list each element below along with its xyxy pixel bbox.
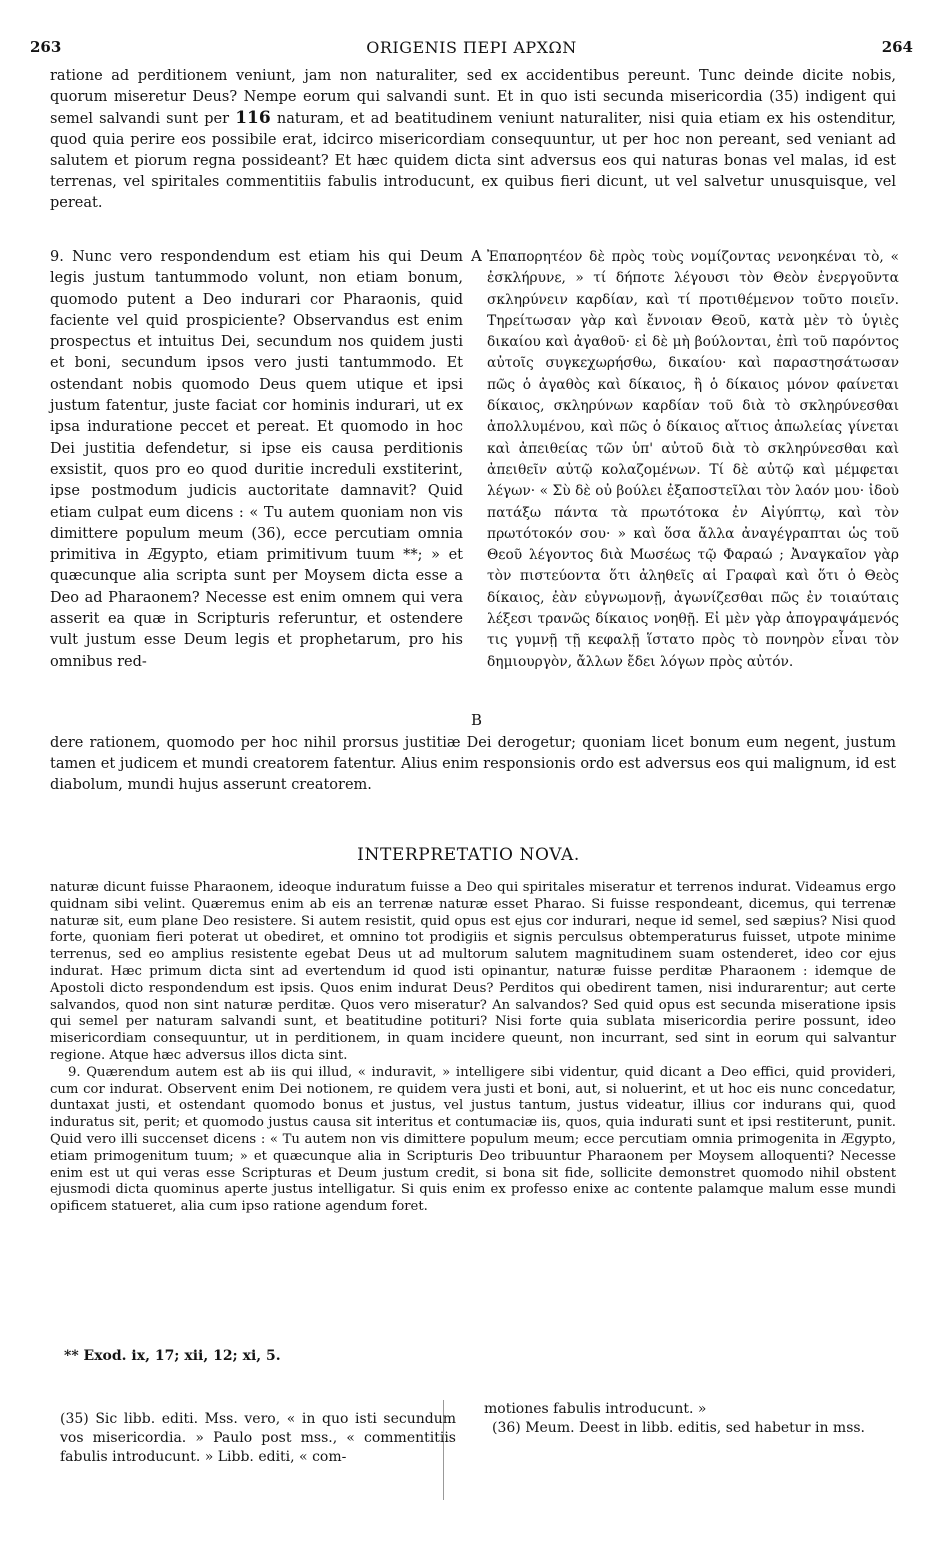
- section-marker-a: A: [471, 247, 482, 265]
- footnote-35-continued: motiones fabulis introducunt. »: [484, 1401, 707, 1417]
- running-title: ORIGENIS ΠΕΡΙ ΑΡΧΩΝ: [366, 38, 577, 57]
- latin-column-text: 9. Nunc vero respondendum est etiam his qui Deum legis justum tantummodo volunt, non etiam bonum, quomodo putent a Deo indurari cor Pharaonis, quid faciente vel quid prospiciente? Observandus est enim prospectus et intuitus Dei, secundum nos quidem justi et boni, secundum ipsos vero justi tantummodo. Et ostendant nobis quomodo Deus quem utique et ipsi justum fatentur, juste faciat cor hominis indurari, ut ex ipsa induratione peccet et pereat. Et quomodo in hoc Dei justitia defendetur, si ipse eis causa perditionis exsistit, quos pro eo quod duritie increduli exstiterint, ipse postmodum judicis auctoritate damnavit? Quid etiam culpat eum dicens : « Tu autem quoniam non vis dimittere populum meum (36), ecce percutiam omnia primitiva in Ægypto, etiam primitivum tuum **; » et quæcunque alia scripta sunt per Moysem dicta esse a Deo ad Pharaonem? Necesse est enim omnem qui vera asserit ea quæ in Scripturis referuntur, et ostendere vult justum esse Deum legis et prophetarum, pro his omnibus red-: [50, 249, 463, 670]
- greek-column-text: Ἐπαπορητέον δὲ πρὸς τοὺς νομίζοντας νενοηκέναι τὸ, « ἐσκλήρυνε, » τί δήποτε λέγουσι τὸν Θεὸν ἐνεργοῦντα σκληρύνειν καρδίαν, καὶ τί προτιθέμενον τοῦτο ποιεῖν. Τηρείτωσαν γὰρ καὶ ἔννοιαν Θεοῦ, κατὰ μὲν τὸ ὑγιὲς δικαίου καὶ ἀγαθοῦ· εἰ δὲ μὴ βούλονται, ἐπὶ τοῦ παρόντος αὐτοῖς συγκεχωρήσθω, δικαίου· καὶ παραστησάτωσαν πῶς ὁ ἀγαθὸς καὶ δίκαιος, ἢ ὁ δίκαιος μόνον φαίνεται δίκαιος, σκληρύνων καρδίαν τοῦ διὰ τὸ σκληρύνεσθαι ἀπολλυμένου, καὶ πῶς ὁ δίκαιος αἴτιος ἀπωλείας γίνεται καὶ ἀπειθείας τῶν ὑπ' αὐτοῦ διὰ τὸ σκληρύνεσθαι καὶ ἀπειθεῖν αὐτῷ κολαζομένων. Τί δὲ αὐτῷ καὶ μέμφεται λέγων· « Σὺ δὲ οὐ βούλει ἐξαποστεῖλαι τὸν λαόν μου· ἰδοὺ πατάξω πάντα τὰ πρωτότοκα ἐν Αἰγύπτῳ, καὶ τὸν πρωτότοκόν σου· » καὶ ὅσα ἄλλα ἀναγέγραπται ὡς τοῦ Θεοῦ λέγοντος διὰ Μωσέως τῷ Φαραώ ; Ἀναγκαῖον γὰρ τὸν πιστεύοντα ὅτι ἀληθεῖς αἱ Γραφαὶ καὶ ὅτι ὁ Θεὸς δίκαιος, ἐὰν εὐγνωμονῇ, ἀγωνίζεσθαι πῶς ἐν τοιαύταις λέξεσι τρανῶς δίκαιος νοηθῇ. Εἰ μὲν γὰρ ἀπογραψάμενός τις γυμνῇ τῇ κεφαλῇ ἵστατο πρὸς τὸ πονηρὸν εἶναι τὸν δημιουργὸν, ἄλλων ἔδει λόγων πρὸς αὐτόν.: [487, 249, 899, 670]
- page-number-right: 264: [881, 38, 913, 56]
- latin-column: [50, 247, 463, 673]
- continuation-text: dere rationem, quomodo per hoc nihil prorsus justitiæ Dei derogetur; quoniam licet bonum eum negent, justum tamen et judicem et mundi creatorem fatentur. Alius enim responsionis ordo est adversus eos qui malignum, id est diabolum, mundi hujus asserunt creatorem.: [50, 735, 896, 793]
- footnote-36: (36) Meum. Deest in libb. editis, sed habetur in mss.: [492, 1420, 866, 1436]
- interpretatio-paragraph-2: 9. Quærendum autem est ab iis qui illud, « induravit, » intelligere sibi videntur, quid dicant a Deo effici, quid provideri, cum cor indurat. Observent enim Dei notionem, re quidem vera justi et boni, aut, si noluerint, et ut hoc eis nunc concedatur, duntaxat justi, et ostendant quomodo bonus et justus, vel justus tantum, justus videatur, illius cor indurans qui, quod induratus sit, perit; et quomodo justus causa sit interitus et contumaciæ iis, quos, quia indurati sunt et ipsi restiterunt, punit. Quid vero illi succenset dicens : « Tu autem non vis dimittere populum meum; ecce percutiam omnia primogenita in Ægypto, etiam primogenitum tuum; » et quæcunque alia in Scripturis Deo tribuuntur Pharaonem per Moysem alloquenti? Necesse enim est ut qui veras esse Scripturas et Deum justum credit, si bona sit fide, sollicite demonstret quomodo nihil obstent ejusmodi dicta quominus aperte justus intelligatur. Si quis enim ex professo enixe ac contente palamque malum esse mundi opificem statueret, alia cum ipso ratione agendum foret.: [50, 1064, 896, 1215]
- footnote-column-left: [60, 1410, 456, 1467]
- page-number-left: 263: [30, 38, 62, 56]
- column-number-marker: 116: [235, 108, 271, 128]
- top-paragraph-text-a: ratione ad perditionem veniunt, jam non naturaliter, sed ex accidentibus pereunt. Tunc deinde dicite nobis, quorum miseretur Deus? Nempe eorum qui salvandi sunt. Et in quo isti secunda misericordia (35) indigent qui semel salvandi sunt per: [50, 68, 896, 127]
- footnote-35: (35) Sic libb. editi. Mss. vero, « in quo isti secundum vos misericordia. » Paulo post mss., « commentitiis fabulis introducunt. » Libb. editi, « com-: [60, 1411, 456, 1465]
- continuation-paragraph: [50, 733, 896, 796]
- running-header: [30, 38, 913, 62]
- top-paragraph: [50, 66, 896, 214]
- top-paragraph-text-b: naturam, et ad beatitudinem veniunt naturaliter, nisi quia etiam ex his ostenditur, quod quia perire eos possibile erat, idcirco misericordiam consequuntur, ut per hoc non pereant, sed veniant ad salutem et piorum regna possideant? Et hæc quidem dicta sint adversus eos qui naturas bonas vel malas, id est terrenas, vel spiritales commentitiis fabulis introducunt, ex quibus fieri dicunt, ut vel salvetur unusquisque, vel pereat.: [50, 111, 896, 211]
- greek-column: [487, 247, 899, 673]
- parallel-columns: [50, 247, 899, 729]
- section-heading: INTERPRETATIO NOVA.: [357, 845, 580, 865]
- interpretatio-paragraph-1: naturæ dicunt fuisse Pharaonem, ideoque induratum fuisse a Deo qui spiritales miseratur et terrenos indurat. Videamus ergo quidnam sibi velint. Quæremus enim ab eis an terrenæ naturæ esset Pharao. Si fuisse respondeant, dicemus, qui terrenæ naturæ sit, eum plane Deo resistere. Si autem resistit, quid opus est ejus cor indurari, neque id semel, sed sæpius? Nisi quod forte, quoniam fieri poterat ut obediret, et omnino tot prodigiis et signis perculsus obtemperaturus fuisset, utpote minime terrenus, sed eo amplius resistente egebat Deus ut ad multorum salutem magnitudinem suam ostenderet, ideo cor ejus indurat. Hæc primum dicta sint ad evertendum id quod isti opinantur, naturæ fuisse perditæ Pharaonem : idemque de Apostoli dicto respondendum est ipsis. Quos enim indurat Deus? Perditos qui obedirent tamen, nisi indurarentur; aut certe salvandos, quod non sint naturæ perditæ. Quos vero miseratur? An salvandos? Sed quid opus est secunda miseratione ipsis qui semel per naturam salvandi sunt, et beatitudine potituri? Nisi forte quia sublata misericordia perire possunt, ideo misericordiam consequuntur, ut in perditionem, in quam incidere queunt, non incurrant, sed sint in eorum qui salvantur regione. Atque hæc adversus illos dicta sint.: [50, 880, 896, 1063]
- footnote-column-right: [484, 1400, 896, 1438]
- interpretatio-nova: [50, 880, 896, 1216]
- scripture-reference: ** Exod. ix, 17; xii, 12; xi, 5.: [64, 1348, 281, 1364]
- section-marker-b: B: [471, 711, 483, 729]
